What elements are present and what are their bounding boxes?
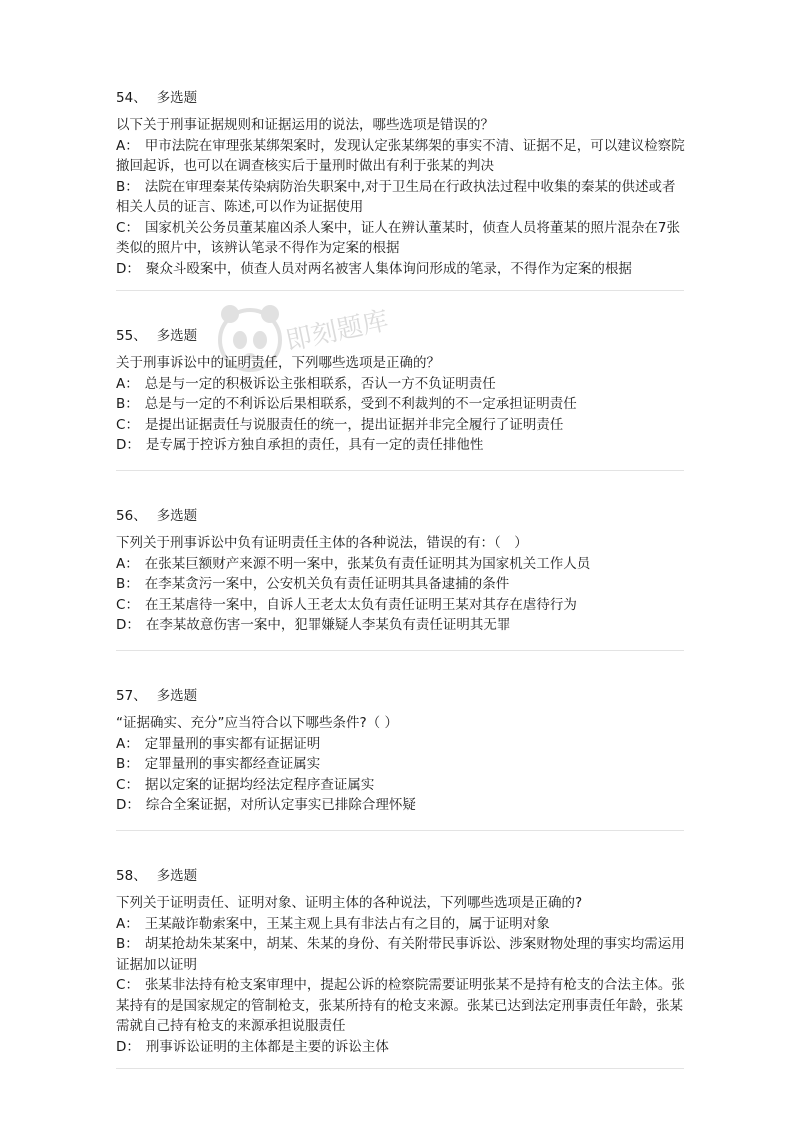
option-text: 刑事诉讼证明的主体都是主要的诉讼主体 bbox=[145, 1038, 389, 1055]
question-stem: 关于刑事诉讼中的证明责任，下列哪些选项是正确的？ bbox=[116, 355, 440, 371]
question-header bbox=[116, 326, 686, 346]
option-text: 总是与一定的不利诉讼后果相联系，受到不利裁判的不一定承担证明责任 bbox=[144, 396, 577, 412]
question-number: 54 bbox=[116, 90, 134, 106]
divider bbox=[116, 650, 684, 651]
divider bbox=[116, 830, 684, 831]
option-text: 定罪量刑的事实都经查证属实 bbox=[144, 756, 321, 772]
question-54 bbox=[116, 88, 686, 279]
option-c: C： 在王某虐待一案中，自诉人王老太太负有责任证明王某对其存在虐待行为 bbox=[116, 596, 577, 613]
option-text: 在王某虐待一案中，自诉人王老太太负有责任证明王某对其存在虐待行为 bbox=[144, 596, 577, 613]
option-text: 在张某巨额财产来源不明一案中，张某负有责任证明其为国家机关工作人员 bbox=[144, 555, 591, 572]
option-c: C： 国家机关公务员董某雇凶杀人案中，证人在辨认董某时，侦查人员将董某的照片混杂在7张类似的照片中，该辨认笔录不得作为定案的根据 bbox=[116, 219, 681, 256]
question-57 bbox=[116, 686, 686, 816]
option-d: D： 是专属于控诉方独自承担的责任，具有一定的责任排他性 bbox=[116, 437, 484, 453]
option-c: C： 是提出证据责任与说服责任的统一，提出证据并非完全履行了证明责任 bbox=[116, 416, 564, 433]
option-text: 聚众斗殴案中，侦查人员对两名被害人集体询问形成的笔录，不得作为定案的根据 bbox=[145, 260, 632, 277]
option-text: 在李某故意伤害一案中，犯罪嫌疑人李某负有责任证明其无罪 bbox=[145, 617, 511, 633]
option-a: A： 在张某巨额财产来源不明一案中，张某负有责任证明其为国家机关工作人员 bbox=[116, 555, 591, 572]
option-c: C： 张某非法持有枪支案审理中，提起公诉的检察院需要证明张某不是持有枪支的合法主体。张某持有的是国家规定的管制枪支，张某所持有的枪支来源。张某已达到法定刑事责任年龄，张某需就自己持有枪支的来源承担说服责任 bbox=[116, 977, 685, 1034]
question-separator: 、 bbox=[133, 508, 147, 524]
question-type: 多选题 bbox=[156, 90, 198, 106]
option-text: 综合全案证据，对所认定事实已排除合理怀疑 bbox=[145, 797, 416, 813]
option-text: 王某敲诈勒索案中，王某主观上具有非法占有之目的，属于证明对象 bbox=[144, 915, 550, 932]
option-b: B： 定罪量刑的事实都经查证属实 bbox=[116, 756, 321, 772]
option-a: A： 王某敲诈勒索案中，王某主观上具有非法占有之目的，属于证明对象 bbox=[116, 915, 550, 932]
option-a: A： 定罪量刑的事实都有证据证明 bbox=[116, 735, 321, 752]
question-58 bbox=[116, 866, 686, 1057]
question-type: 多选题 bbox=[156, 328, 198, 344]
option-a: A： 总是与一定的积极诉讼主张相联系，否认一方不负证明责任 bbox=[116, 375, 496, 392]
question-number: 57 bbox=[116, 688, 134, 704]
option-b: B： 总是与一定的不利诉讼后果相联系，受到不利裁判的不一定承担证明责任 bbox=[116, 396, 577, 412]
option-a: A： 甲市法院在审理张某绑架案时，发现认定张某绑架的事实不清、证据不足，可以建议检察院撤回起诉，也可以在调查核实后于量刑时做出有利于张某的判决 bbox=[116, 137, 685, 174]
option-b: B： 胡某抢劫朱某案中，胡某、朱某的身份、有关附带民事诉讼、涉案财物处理的事实均需运用证据加以证明 bbox=[116, 936, 685, 973]
watermark-text: 即刻题库 bbox=[283, 305, 392, 357]
option-d: D： 综合全案证据，对所认定事实已排除合理怀疑 bbox=[116, 797, 416, 813]
option-d: D： 聚众斗殴案中，侦查人员对两名被害人集体询问形成的笔录，不得作为定案的根据 bbox=[116, 260, 632, 277]
question-separator: 、 bbox=[133, 868, 147, 884]
question-header bbox=[116, 686, 686, 706]
question-stem: 以下关于刑事证据规则和证据运用的说法，哪些选项是错误的？ bbox=[116, 117, 494, 133]
option-d: D： 刑事诉讼证明的主体都是主要的诉讼主体 bbox=[116, 1038, 389, 1055]
question-type: 多选题 bbox=[156, 688, 198, 704]
question-separator: 、 bbox=[133, 688, 147, 704]
option-d: D： 在李某故意伤害一案中，犯罪嫌疑人李某负有责任证明其无罪 bbox=[116, 617, 511, 633]
question-header bbox=[116, 506, 686, 526]
option-text: 国家机关公务员董某雇凶杀人案中，证人在辨认董某时，侦查人员将董某的照片混杂在7张类似的照片中，该辨认笔录不得作为定案的根据 bbox=[116, 219, 681, 256]
question-number: 56 bbox=[116, 508, 134, 524]
option-b: B： 法院在审理秦某传染病防治失职案中,对于卫生局在行政执法过程中收集的秦某的供述或者相关人员的证言、陈述,可以作为证据使用 bbox=[116, 178, 676, 215]
question-55 bbox=[116, 326, 686, 456]
option-text: 在李某贪污一案中，公安机关负有责任证明其具备逮捕的条件 bbox=[144, 576, 510, 592]
question-type: 多选题 bbox=[156, 868, 198, 884]
option-text: 法院在审理秦某传染病防治失职案中,对于卫生局在行政执法过程中收集的秦某的供述或者相关人员的证言、陈述,可以作为证据使用 bbox=[116, 178, 676, 215]
option-text: 总是与一定的积极诉讼主张相联系，否认一方不负证明责任 bbox=[144, 375, 496, 392]
option-text: 胡某抢劫朱某案中，胡某、朱某的身份、有关附带民事诉讼、涉案财物处理的事实均需运用证据加以证明 bbox=[116, 936, 685, 973]
question-separator: 、 bbox=[133, 328, 147, 344]
divider bbox=[116, 470, 684, 471]
question-header bbox=[116, 866, 686, 886]
option-text: 据以定案的证据均经法定程序查证属实 bbox=[144, 776, 375, 793]
question-stem: 下列关于证明责任、证明对象、证明主体的各种说法，下列哪些选项是正确的? bbox=[116, 895, 583, 911]
option-text: 张某非法持有枪支案审理中，提起公诉的检察院需要证明张某不是持有枪支的合法主体。张某持有的是国家规定的管制枪支，张某所持有的枪支来源。张某已达到法定刑事责任年龄，张某需就自己持有枪支的来源承担说服责任 bbox=[116, 977, 685, 1034]
question-stem: 下列关于刑事诉讼中负有证明责任主体的各种说法，错误的有：（ ） bbox=[116, 535, 528, 551]
option-text: 是提出证据责任与说服责任的统一，提出证据并非完全履行了证明责任 bbox=[144, 416, 564, 433]
question-56 bbox=[116, 506, 686, 636]
question-stem: “证据确实、充分”应当符合以下哪些条件?（ ） bbox=[116, 715, 398, 731]
option-c: C： 据以定案的证据均经法定程序查证属实 bbox=[116, 776, 375, 793]
divider bbox=[116, 290, 684, 291]
question-header bbox=[116, 88, 686, 108]
option-text: 甲市法院在审理张某绑架案时，发现认定张某绑架的事实不清、证据不足，可以建议检察院撤回起诉，也可以在调查核实后于量刑时做出有利于张某的判决 bbox=[116, 137, 685, 174]
question-type: 多选题 bbox=[156, 508, 198, 524]
divider bbox=[116, 1068, 684, 1069]
option-text: 是专属于控诉方独自承担的责任，具有一定的责任排他性 bbox=[145, 437, 484, 453]
option-b: B： 在李某贪污一案中，公安机关负有责任证明其具备逮捕的条件 bbox=[116, 576, 510, 592]
question-number: 55 bbox=[116, 328, 134, 344]
option-text: 定罪量刑的事实都有证据证明 bbox=[144, 735, 321, 752]
question-number: 58 bbox=[116, 868, 134, 884]
question-separator: 、 bbox=[133, 90, 147, 106]
